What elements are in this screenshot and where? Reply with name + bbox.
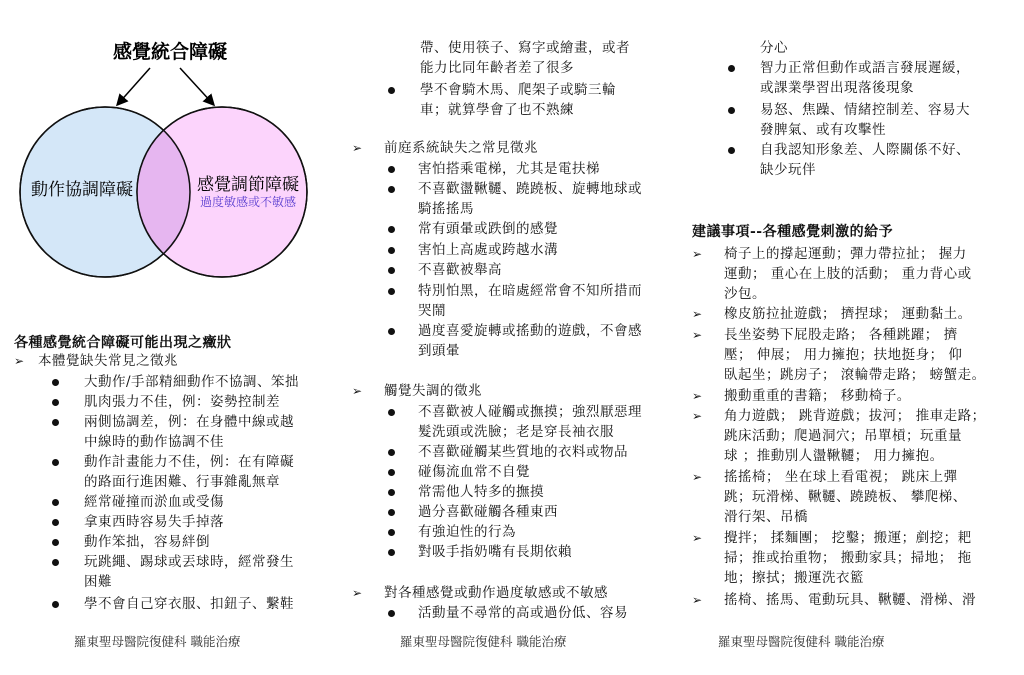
bullet-dot-icon — [728, 107, 735, 114]
suggestion-line: 長坐姿勢下屁股走路； 各種跳躍； 擠 — [724, 327, 958, 343]
bullet-dot-icon — [52, 559, 59, 566]
suggestion-line: 沙包。 — [724, 286, 766, 302]
suggestion-line: 地；擦拭；搬運洗衣籃 — [724, 570, 864, 586]
continued-symptom-line: 發脾氣、或有攻擊性 — [760, 122, 886, 138]
proprioception-symptom-line: 困難 — [84, 574, 112, 590]
vestibular-symptom-line: 害怕上高處或跨越水溝 — [418, 242, 558, 258]
suggestion-line: 掃；推或抬重物； 搬動家具；掃地； 拖 — [724, 550, 972, 566]
arrow-bullet-icon: ➢ — [352, 141, 363, 155]
bullet-dot-icon — [388, 610, 395, 617]
arrow-bullet-icon: ➢ — [14, 354, 25, 368]
suggestion-line: 跳；玩滑梯、鞦韆、蹺蹺板、 攀爬梯、 — [724, 489, 967, 505]
suggestion-line: 搖搖椅； 坐在球上看電視； 跳床上彈 — [724, 469, 958, 485]
venn-left-label: 動作協調障礙 — [31, 180, 133, 200]
proprioception-symptom-line: 的路面行進困難、行事雜亂無章 — [84, 474, 280, 490]
arrow-bullet-icon: ➢ — [692, 531, 703, 545]
bullet-dot-icon — [388, 166, 395, 173]
vestibular-symptom-line: 哭鬧 — [418, 303, 446, 319]
sensitivity-heading: 對各種感覺或動作過度敏感或不敏感 — [384, 585, 608, 601]
proprioception-symptom-line: 大動作/手部精細動作不協調、笨拙 — [84, 374, 300, 390]
bullet-dot-icon — [52, 499, 59, 506]
tactile-symptom-line: 過分喜歡碰觸各種東西 — [418, 504, 558, 520]
sensitivity-symptom-line: 活動量不尋常的高或過份低、容易 — [418, 605, 628, 621]
suggestion-line: 攪拌； 揉麵團； 挖鑿；搬運；剷挖；耙 — [724, 530, 972, 546]
bullet-dot-icon — [388, 509, 395, 516]
arrow-bullet-icon: ➢ — [692, 593, 703, 607]
continued-symptom-line: 學不會騎木馬、爬架子或騎三輪 — [420, 82, 616, 98]
suggestion-line: 椅子上的撐起運動；彈力帶拉扯； 握力 — [724, 246, 967, 262]
arrow-bullet-icon: ➢ — [352, 586, 363, 600]
bullet-dot-icon — [52, 601, 59, 608]
continued-symptom-line: 自我認知形象差、人際關係不好、 — [760, 142, 970, 158]
footer-col3: 羅東聖母醫院復健科 職能治療 — [718, 634, 885, 649]
continued-symptom-line: 能力比同年齡者差了很多 — [420, 60, 574, 76]
continued-symptom-line: 分心 — [760, 40, 788, 56]
tactile-symptom-line: 髮洗頭或洗臉；老是穿長袖衣服 — [418, 424, 614, 440]
suggestions-section-title: 建議事項--各種感覺刺激的給予 — [692, 224, 894, 240]
bullet-dot-icon — [388, 267, 395, 274]
proprioception-symptom-line: 玩跳繩、踢球或丟球時，經常發生 — [84, 554, 294, 570]
tactile-symptom-line: 有強迫性的行為 — [418, 524, 516, 540]
suggestion-line: 滑行架、吊橋 — [724, 509, 808, 525]
vestibular-symptom-line: 不喜歡被舉高 — [418, 262, 502, 278]
proprioception-symptom-line: 肌肉張力不佳，例：姿勢控制差 — [84, 394, 280, 410]
bullet-dot-icon — [52, 419, 59, 426]
bullet-dot-icon — [388, 529, 395, 536]
bullet-dot-icon — [52, 519, 59, 526]
bullet-dot-icon — [388, 469, 395, 476]
suggestion-line: 球 ；推動別人盪鞦韆； 用力擁抱。 — [724, 448, 944, 464]
arrow-bullet-icon: ➢ — [352, 384, 363, 398]
tactile-symptom-line: 常需他人特多的撫摸 — [418, 484, 544, 500]
suggestion-line: 壓； 伸展； 用力擁抱；扶地挺身； 仰 — [724, 347, 963, 363]
tactile-symptom-line: 不喜歡碰觸某些質地的衣料或物品 — [418, 444, 628, 460]
proprioception-heading: 本體覺缺失常見之徵兆 — [38, 353, 178, 369]
bullet-dot-icon — [52, 539, 59, 546]
proprioception-symptom-line: 經常碰撞而淤血或受傷 — [84, 494, 224, 510]
vestibular-symptom-line: 特別怕黑，在暗處經常會不知所措而 — [418, 283, 642, 299]
bullet-dot-icon — [388, 247, 395, 254]
tactile-symptom-line: 不喜歡被人碰觸或撫摸；強烈厭惡理 — [418, 404, 642, 420]
bullet-dot-icon — [728, 65, 735, 72]
vestibular-symptom-line: 不喜歡盪鞦韆、蹺蹺板、旋轉地球或 — [418, 181, 642, 197]
suggestion-line: 搬動重重的書籍； 移動椅子。 — [724, 388, 911, 404]
bullet-dot-icon — [388, 489, 395, 496]
suggestion-line: 運動； 重心在上肢的活動； 重力背心或 — [724, 266, 972, 282]
bullet-dot-icon — [388, 226, 395, 233]
vestibular-symptom-line: 騎搖搖馬 — [418, 201, 474, 217]
bullet-dot-icon — [388, 186, 395, 193]
bullet-dot-icon — [388, 409, 395, 416]
continued-symptom-line: 或課業學習出現落後現象 — [760, 80, 914, 96]
proprioception-symptom-line: 學不會自己穿衣服、扣鈕子、繫鞋 — [84, 596, 294, 612]
vestibular-symptom-line: 過度喜愛旋轉或搖動的遊戲，不會感 — [418, 323, 642, 339]
continued-symptom-line: 缺少玩伴 — [760, 162, 816, 178]
bullet-dot-icon — [388, 87, 395, 94]
tactile-heading: 觸覺失調的徵兆 — [384, 383, 482, 399]
vestibular-heading: 前庭系統缺失之常見徵兆 — [384, 140, 538, 156]
continued-symptom-line: 帶、使用筷子、寫字或繪畫，或者 — [420, 40, 630, 56]
suggestion-line: 臥起坐；跳房子； 滾輪帶走路； 螃蟹走。 — [724, 367, 986, 383]
proprioception-symptom-line: 動作計畫能力不佳，例：在有障礙 — [84, 454, 294, 470]
bullet-dot-icon — [388, 549, 395, 556]
vestibular-symptom-line: 害怕搭乘電梯，尤其是電扶梯 — [418, 161, 600, 177]
suggestion-line: 跳床活動；爬過洞穴；吊單槓；玩重量 — [724, 428, 962, 444]
arrow-bullet-icon: ➢ — [692, 247, 703, 261]
bullet-dot-icon — [52, 399, 59, 406]
bullet-dot-icon — [52, 379, 59, 386]
proprioception-symptom-line: 中線時的動作協調不佳 — [84, 434, 224, 450]
vestibular-symptom-line: 到頭暈 — [418, 343, 460, 359]
venn-right-sublabel: 過度敏感或不敏感 — [199, 195, 297, 209]
footer-col2: 羅東聖母醫院復健科 職能治療 — [400, 634, 567, 649]
arrow-bullet-icon: ➢ — [692, 389, 703, 403]
continued-symptom-line: 智力正常但動作或語言發展遲緩， — [760, 60, 970, 76]
tactile-symptom-line: 對吸手指奶嘴有長期依賴 — [418, 544, 572, 560]
diagram-title: 感覺統合障礙 — [112, 41, 228, 63]
footer-col1: 羅東聖母醫院復健科 職能治療 — [74, 634, 241, 649]
bullet-dot-icon — [388, 328, 395, 335]
vestibular-symptom-line: 常有頭暈或跌倒的感覺 — [418, 221, 558, 237]
bullet-dot-icon — [388, 449, 395, 456]
continued-symptom-line: 易怒、焦躁、情緒控制差、容易大 — [760, 102, 970, 118]
proprioception-symptom-line: 拿東西時容易失手掉落 — [84, 514, 224, 530]
suggestion-line: 橡皮筋拉扯遊戲； 擠捏球； 運動黏土。 — [724, 306, 972, 322]
arrow-bullet-icon: ➢ — [692, 328, 703, 342]
continued-symptom-line: 車；就算學會了也不熟練 — [420, 102, 574, 118]
bullet-dot-icon — [388, 288, 395, 295]
proprioception-symptom-line: 動作笨拙，容易絆倒 — [84, 534, 210, 550]
symptoms-section-title: 各種感覺統合障礙可能出現之癥狀 — [14, 335, 232, 351]
arrow-bullet-icon: ➢ — [692, 409, 703, 423]
arrow-right — [180, 68, 213, 104]
bullet-dot-icon — [52, 459, 59, 466]
suggestion-line: 搖椅、搖馬、電動玩具、鞦韆、滑梯、滑 — [724, 592, 976, 608]
arrow-left — [118, 68, 150, 104]
tactile-symptom-line: 碰傷流血常不自覺 — [418, 464, 530, 480]
bullet-dot-icon — [728, 147, 735, 154]
venn-diagram — [0, 30, 330, 290]
arrow-bullet-icon: ➢ — [692, 307, 703, 321]
suggestion-line: 角力遊戲； 跳背遊戲；拔河； 推車走路； — [724, 408, 986, 424]
arrow-bullet-icon: ➢ — [692, 470, 703, 484]
venn-right-label: 感覺調節障礙 — [197, 175, 299, 195]
proprioception-symptom-line: 兩側協調差，例：在身體中線或越 — [84, 414, 294, 430]
